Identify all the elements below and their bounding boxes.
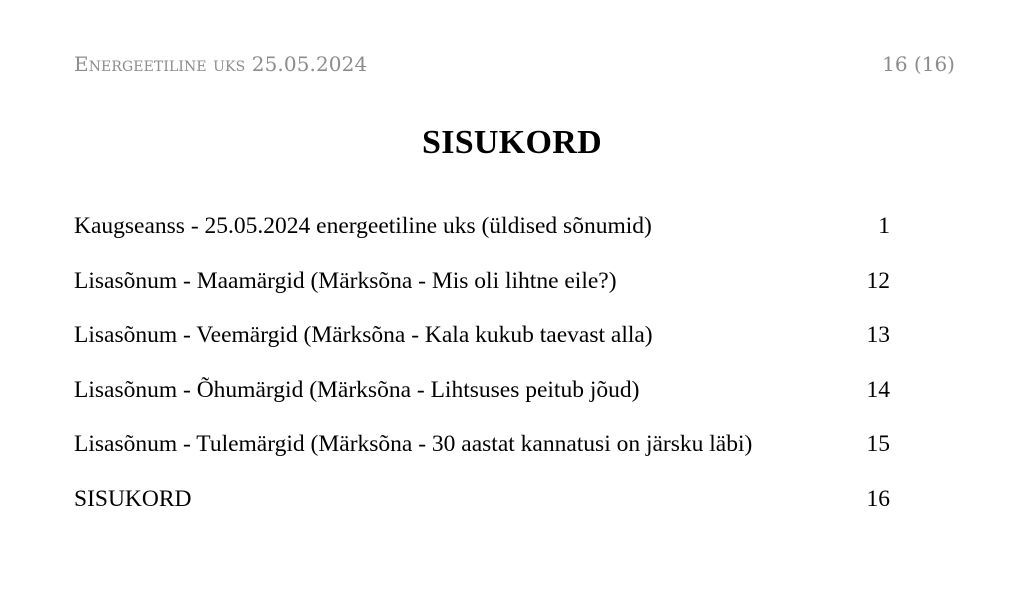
toc-entry-page: 13 bbox=[866, 322, 890, 348]
page-header bbox=[74, 52, 955, 82]
toc-entry-title: SISUKORD bbox=[74, 485, 192, 512]
toc-entry-page: 15 bbox=[866, 431, 890, 457]
toc-entry[interactable] bbox=[74, 426, 890, 481]
toc-entry[interactable] bbox=[74, 208, 890, 263]
toc-entry-page: 16 bbox=[866, 485, 890, 512]
toc-entry-title: Lisasõnum - Veemärgid (Märksõna - Kala kukub taevast alla) bbox=[74, 322, 653, 348]
toc-entry-title: Kaugseanss - 25.05.2024 energeetiline uks (üldised sõnumid) bbox=[74, 213, 652, 239]
toc-entry-page: 1 bbox=[878, 213, 890, 239]
toc-entry[interactable] bbox=[74, 372, 890, 427]
toc-entry[interactable] bbox=[74, 263, 890, 318]
header-document-title: Energeetiline uks 25.05.2024 bbox=[74, 52, 368, 76]
toc-entry-page: 12 bbox=[866, 267, 890, 294]
header-page-number: 16 (16) bbox=[882, 52, 955, 76]
page-title: SISUKORD bbox=[421, 124, 602, 161]
toc-entry[interactable] bbox=[74, 317, 890, 372]
toc-entry-title: Lisasõnum - Õhumärgid (Märksõna - Lihtsuses peitub jõud) bbox=[74, 376, 640, 403]
table-of-contents bbox=[74, 208, 890, 535]
toc-entry-title: Lisasõnum - Tulemärgid (Märksõna - 30 aastat kannatusi on järsku läbi) bbox=[74, 431, 753, 457]
toc-entry-page: 14 bbox=[866, 376, 890, 403]
toc-entry-title: Lisasõnum - Maamärgid (Märksõna - Mis oli lihtne eile?) bbox=[74, 267, 617, 294]
toc-entry[interactable] bbox=[74, 481, 890, 536]
